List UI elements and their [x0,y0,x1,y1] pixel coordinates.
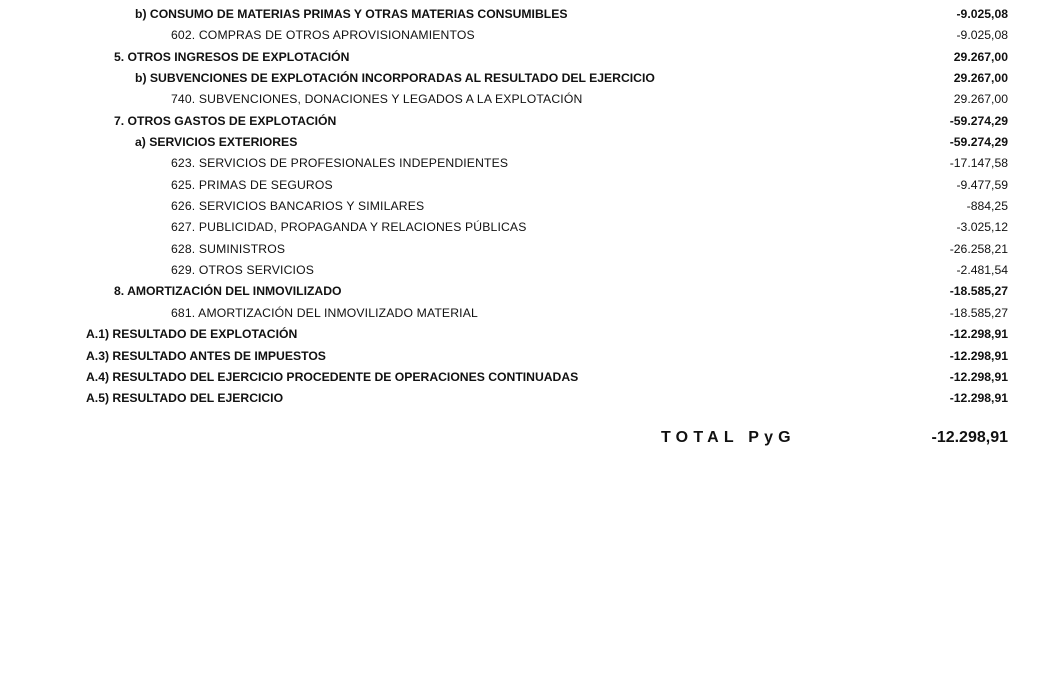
pyg-row-628 [0,239,1058,260]
row-label: a) SERVICIOS EXTERIORES [135,135,298,150]
row-label: 5. OTROS INGRESOS DE EXPLOTACIÓN [114,49,350,64]
pyg-row-amortizacion [0,281,1058,302]
row-amount: -2.481,54 [956,263,1008,278]
row-amount: -884,25 [966,199,1008,214]
row-label: 602. COMPRAS DE OTROS APROVISIONAMIENTOS [171,28,475,43]
pyg-row-otros-ingresos [0,47,1058,68]
row-label: b) CONSUMO DE MATERIAS PRIMAS Y OTRAS MATERIAS CONSUMIBLES [135,7,568,21]
row-label: 623. SERVICIOS DE PROFESIONALES INDEPENDIENTES [171,156,509,171]
row-amount: -59.274,29 [949,135,1008,150]
row-amount: -12.298,91 [949,369,1008,384]
row-amount: -59.274,29 [949,113,1008,128]
pyg-row-subvenciones-explotacion [0,68,1058,89]
row-label: A.3) RESULTADO ANTES DE IMPUESTOS [86,348,326,363]
row-label: A.1) RESULTADO DE EXPLOTACIÓN [86,327,298,342]
pyg-row-602 [0,25,1058,46]
row-label: 628. SUMINISTROS [171,241,286,256]
row-amount: -3.025,12 [956,220,1008,235]
row-amount: 29.267,00 [953,49,1008,64]
row-amount: -18.585,27 [949,284,1008,299]
row-label: 625. PRIMAS DE SEGUROS [171,177,333,192]
row-label: 629. OTROS SERVICIOS [171,263,314,278]
pyg-row-629 [0,260,1058,281]
row-label: 681. AMORTIZACIÓN DEL INMOVILIZADO MATERIAL [171,305,478,320]
row-amount: -26.258,21 [949,241,1008,256]
row-amount: -12.298,91 [949,327,1008,342]
pyg-row-627 [0,217,1058,238]
pyg-row-otros-gastos [0,111,1058,132]
row-amount: 29.267,00 [953,92,1008,107]
row-label: 740. SUBVENCIONES, DONACIONES Y LEGADOS A LA EXPLOTACIÓN [171,92,583,107]
row-amount: 29.267,00 [953,71,1008,86]
total-pyg-row [0,425,1058,451]
pyg-row-consumo-materias [0,4,1058,25]
row-amount: -12.298,91 [949,348,1008,363]
pyg-row-a1-resultado-explotacion [0,324,1058,345]
row-label: 8. AMORTIZACIÓN DEL INMOVILIZADO [114,284,342,299]
pyg-row-626 [0,196,1058,217]
total-pyg-amount: -12.298,91 [931,429,1008,446]
pyg-row-a3-resultado-antes-impuestos [0,346,1058,367]
pyg-row-a4-resultado-operaciones-continuadas [0,367,1058,388]
row-label: 7. OTROS GASTOS DE EXPLOTACIÓN [114,113,337,128]
row-amount: -9.025,08 [956,28,1008,43]
row-label: A.4) RESULTADO DEL EJERCICIO PROCEDENTE DE OPERACIONES CONTINUADAS [86,369,579,384]
row-amount: -17.147,58 [949,156,1008,171]
row-amount: -9.477,59 [956,177,1008,192]
row-label: 626. SERVICIOS BANCARIOS Y SIMILARES [171,199,425,214]
pyg-row-740 [0,89,1058,110]
pyg-row-625 [0,175,1058,196]
row-amount: -12.298,91 [949,391,1008,406]
row-amount: -9.025,08 [956,7,1008,21]
pyg-rows [0,4,1058,410]
total-pyg-label: TOTAL PyG [661,429,796,446]
pyg-row-623 [0,153,1058,174]
row-label: A.5) RESULTADO DEL EJERCICIO [86,391,284,406]
row-label: 627. PUBLICIDAD, PROPAGANDA Y RELACIONES PÚBLICAS [171,220,527,235]
row-amount: -18.585,27 [949,305,1008,320]
row-label: b) SUBVENCIONES DE EXPLOTACIÓN INCORPORADAS AL RESULTADO DEL EJERCICIO [135,71,655,86]
pyg-row-681 [0,303,1058,324]
pyg-row-servicios-exteriores [0,132,1058,153]
pyg-row-a5-resultado-ejercicio [0,388,1058,409]
